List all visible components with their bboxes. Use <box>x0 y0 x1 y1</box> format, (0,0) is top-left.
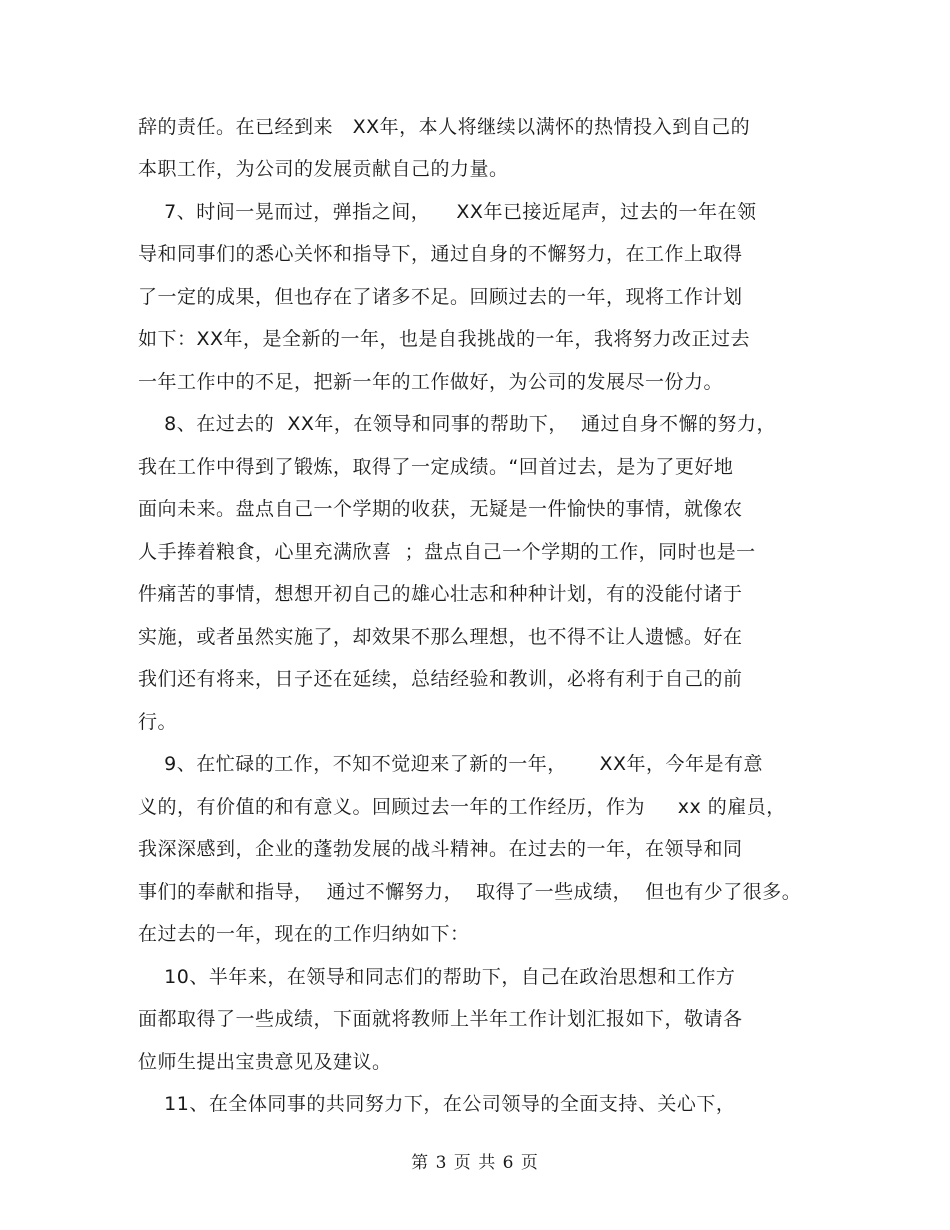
text-line: 10、半年来，在领导和同志们的帮助下，自己在政治思想和工作方 <box>138 966 736 988</box>
text-line: 件痛苦的事情，想想开初自己的雄心壮志和种种计划，有的没能付诸于 <box>138 583 743 605</box>
text-line: 面都取得了一些成绩，下面就将教师上半年工作计划汇报如下，敬请各 <box>138 1008 743 1030</box>
text-line: 实施，或者虽然实施了，却效果不那么理想，也不得不让人遗憾。好在 <box>138 626 743 648</box>
text-line: 9、在忙碌的工作，不知不觉迎来了新的一年， XX年，今年是有意 <box>138 753 763 775</box>
text-line: 在过去的一年，现在的工作归纳如下： <box>138 923 470 945</box>
text-line: 面向未来。盘点自己一个学期的收获，无疑是一件愉快的事情，就像农 <box>138 498 743 520</box>
text-line: 人手捧着粮食，心里充满欣喜 ；盘点自己一个学期的工作，同时也是一 <box>138 541 756 563</box>
text-line: 我在工作中得到了锻炼，取得了一定成绩。“回首过去，是为了更好地 <box>138 456 734 478</box>
text-line: 7、时间一晃而过，弹指之间， XX年已接近尾声，过去的一年在领 <box>138 201 757 223</box>
text-line: 我们还有将来，日子还在延续，总结经验和教训，必将有利于自己的前 <box>138 668 743 690</box>
text-line: 辞的责任。在已经到来 XX年，本人将继续以满怀的热情投入到自己的 <box>138 116 751 138</box>
text-line: 位师生提出宝贵意见及建议。 <box>138 1051 392 1073</box>
text-line: 义的，有价值的和有意义。回顾过去一年的工作经历，作为 xx 的雇员， <box>138 796 786 818</box>
text-line: 了一定的成果，但也存在了诸多不足。回顾过去的一年，现将工作计划 <box>138 286 743 308</box>
text-line: 11、在全体同事的共同努力下，在公司领导的全面支持、关心下， <box>138 1093 736 1115</box>
page-number-footer: 第 3 页 共 6 页 <box>411 1153 539 1173</box>
text-line: 导和同事们的悉心关怀和指导下，通过自身的不懈努力，在工作上取得 <box>138 243 743 265</box>
text-line: 行。 <box>138 711 178 733</box>
text-line: 事们的奉献和指导， 通过不懈努力， 取得了一些成绩， 但也有少了很多。 <box>138 881 802 903</box>
text-line: 本职工作，为公司的发展贡献自己的力量。 <box>138 158 509 180</box>
text-line: 8、在过去的 XX年，在领导和同事的帮助下， 通过自身不懈的努力， <box>138 413 776 435</box>
text-line: 我深深感到，企业的蓬勃发展的战斗精神。在过去的一年，在领导和同 <box>138 838 743 860</box>
text-line: 如下：XX年，是全新的一年，也是自我挑战的一年，我将努力改正过去 <box>138 328 751 350</box>
text-line: 一年工作中的不足，把新一年的工作做好，为公司的发展尽一份力。 <box>138 371 724 393</box>
